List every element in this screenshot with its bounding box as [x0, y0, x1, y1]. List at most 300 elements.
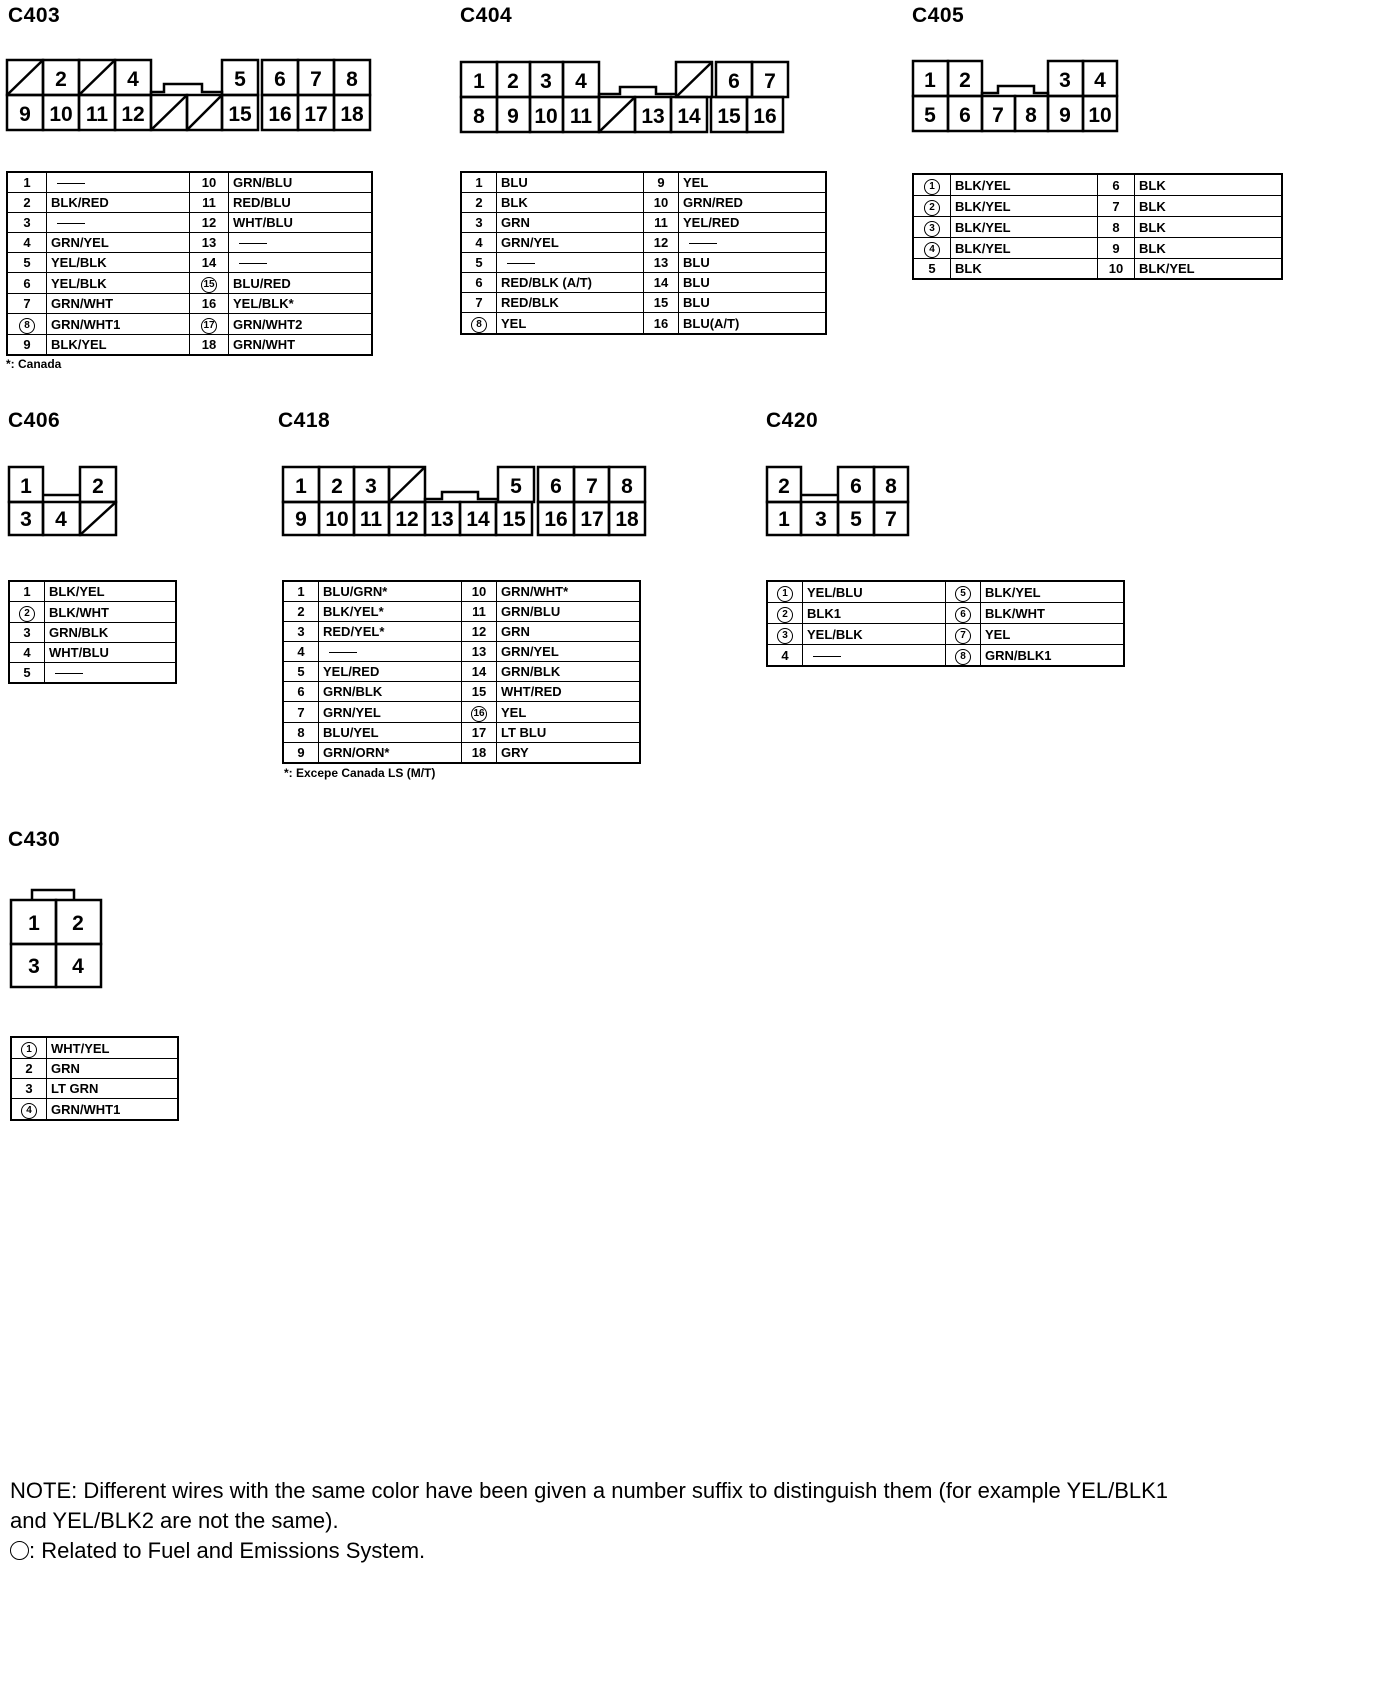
c418-pin-label: 9: [295, 508, 307, 531]
c420-pin-label: 2: [778, 475, 790, 498]
c420-pin-number: 8: [946, 645, 981, 667]
c406-wire-color: BLK/WHT: [45, 602, 177, 623]
c404-wire-color: YEL/RED: [679, 213, 827, 233]
note-line-1: [10, 1476, 1168, 1506]
unused-dash-icon: [507, 263, 535, 264]
unused-dash-icon: [813, 656, 841, 657]
c403-wire-color: GRN/BLU: [229, 172, 373, 193]
c418-pin-label: 11: [359, 508, 383, 531]
c404-wire-color: RED/BLK: [497, 293, 644, 313]
c404-pin-label: 15: [717, 105, 741, 128]
c403-wire-color: BLU/RED: [229, 273, 373, 294]
c406-row: [9, 581, 176, 602]
c404-row: [461, 172, 826, 193]
c404-pin-number: 5: [461, 253, 497, 273]
c418-row: [283, 723, 640, 743]
c403-pin-label: 17: [304, 103, 328, 126]
c418-pin-label: 16: [544, 508, 568, 531]
c430-wire-color: WHT/YEL: [47, 1037, 179, 1059]
c420-wire-color: YEL/BLU: [803, 581, 946, 603]
c404-wire-color: GRN/YEL: [497, 233, 644, 253]
c403-wire-color: GRN/WHT: [229, 335, 373, 356]
c405-wire-color: BLK: [1135, 217, 1283, 238]
c420-title: C420: [766, 409, 819, 432]
c406-pin-number: 4: [9, 643, 45, 663]
c403-pin-number: 9: [7, 335, 47, 356]
c420-pin-number: 2: [767, 603, 803, 624]
c404-wire-color: BLU: [679, 253, 827, 273]
circle-symbol-icon: [10, 1541, 29, 1560]
c403-pin-label: 9: [19, 103, 31, 126]
c403-pin-number: 6: [7, 273, 47, 294]
c418-pin-label: 15: [502, 508, 526, 531]
c405-row: [913, 217, 1282, 238]
c406-wire-table: [8, 580, 177, 684]
c420-wire-color: [803, 645, 946, 667]
c418-wire-color: BLU/GRN*: [319, 581, 462, 602]
c418-pin-label: 14: [466, 508, 490, 531]
c418-pin-label: 7: [586, 475, 598, 498]
c418-wire-color: YEL: [497, 702, 641, 723]
c404-pin-number: 8: [461, 313, 497, 335]
c418-footnote: *: Excepe Canada LS (M/T): [284, 766, 436, 780]
c404-pin-label: 1: [473, 70, 485, 93]
unused-dash-icon: [55, 673, 83, 674]
c418-wire-color: [319, 642, 462, 662]
c420-row: [767, 624, 1124, 645]
c404-pin-number: 9: [644, 172, 679, 193]
c403-pin-number: 10: [190, 172, 229, 193]
c404-pin-number: 7: [461, 293, 497, 313]
c405-row: [913, 259, 1282, 280]
c418-wire-table: [282, 580, 641, 764]
c418-row: [283, 622, 640, 642]
c403-row: [7, 172, 372, 193]
c406-pin-number: 1: [9, 581, 45, 602]
c430-pin-label: 3: [28, 955, 40, 978]
c430-wire-table: [10, 1036, 179, 1121]
c418-wire-color: GRN/BLK: [497, 662, 641, 682]
c404-pin-label: 16: [753, 105, 777, 128]
c430-pin-number: 1: [11, 1037, 47, 1059]
c404-pin-number: 4: [461, 233, 497, 253]
c420-pin-number: 3: [767, 624, 803, 645]
c403-pin-number: 13: [190, 233, 229, 253]
c404-wire-color: RED/BLK (A/T): [497, 273, 644, 293]
c418-pin-label: 10: [325, 508, 349, 531]
note-text-2: and YEL/BLK2 are not the same).: [10, 1508, 339, 1533]
c420-pin-label: 1: [778, 508, 790, 531]
c420-pin-number: 1: [767, 581, 803, 603]
c404-wire-color: [679, 233, 827, 253]
c406-pin-number: 5: [9, 663, 45, 684]
c404-pin-label: 3: [540, 70, 552, 93]
unused-dash-icon: [239, 263, 267, 264]
c420-wire-color: GRN/BLK1: [981, 645, 1125, 667]
c405-row: [913, 196, 1282, 217]
c406-pin-label: 1: [20, 475, 32, 498]
c418-pin-number: 1: [283, 581, 319, 602]
c406-row: [9, 623, 176, 643]
c420-pin-label: 7: [885, 508, 897, 531]
c404-row: [461, 233, 826, 253]
c430-wire-color: GRN/WHT1: [47, 1099, 179, 1121]
c405-wire-color: BLK: [1135, 238, 1283, 259]
c418-wire-color: GRN/BLK: [319, 682, 462, 702]
c430-row: [11, 1037, 178, 1059]
c405-wire-color: BLK/YEL: [951, 217, 1098, 238]
c403-pin-number: 3: [7, 213, 47, 233]
c418-wire-color: BLU/YEL: [319, 723, 462, 743]
c405-wire-color: BLK: [1135, 174, 1283, 196]
c405-pin-label: 3: [1059, 69, 1071, 92]
c430-pin-label: 4: [72, 955, 84, 978]
c406-pin-number: 3: [9, 623, 45, 643]
c418-wire-color: BLK/YEL*: [319, 602, 462, 622]
c430-row: [11, 1059, 178, 1079]
c418-wire-color: YEL/RED: [319, 662, 462, 682]
c405-wire-color: BLK: [1135, 196, 1283, 217]
c404-pin-number: 13: [644, 253, 679, 273]
c405-pin-label: 2: [959, 69, 971, 92]
c403-pin-label: 6: [274, 68, 286, 91]
c403-pin-number: 16: [190, 294, 229, 314]
c404-row: [461, 193, 826, 213]
c403-row: [7, 253, 372, 273]
c405-pin-number: 4: [913, 238, 951, 259]
c403-pin-number: 4: [7, 233, 47, 253]
c403-connector-face: [6, 58, 372, 132]
c420-pin-number: 7: [946, 624, 981, 645]
c404-row: [461, 273, 826, 293]
c418-pin-number: 15: [462, 682, 497, 702]
c403-wire-color: YEL/BLK*: [229, 294, 373, 314]
c403-footnote: *: Canada: [6, 357, 62, 371]
c403-wire-color: [229, 253, 373, 273]
c418-pin-number: 2: [283, 602, 319, 622]
c404-pin-number: 10: [644, 193, 679, 213]
c418-pin-number: 3: [283, 622, 319, 642]
c404-pin-label: 6: [728, 70, 740, 93]
c404-wire-color: BLU: [679, 273, 827, 293]
c418-pin-number: 17: [462, 723, 497, 743]
c420-pin-number: 4: [767, 645, 803, 667]
c403-wire-color: YEL/BLK: [47, 253, 190, 273]
c404-pin-number: 1: [461, 172, 497, 193]
c403-pin-label: 10: [49, 103, 73, 126]
c404-pin-label: 11: [569, 105, 593, 128]
c403-wire-table: [6, 171, 373, 356]
c404-wire-color: BLU: [679, 293, 827, 313]
c404-row: [461, 313, 826, 335]
c403-pin-label: 18: [340, 103, 364, 126]
note-text-1: NOTE: Different wires with the same color have been given a number suffix to distinguish them (for example YEL/BLK1: [10, 1478, 1169, 1503]
c418-pin-label: 5: [510, 475, 522, 498]
c405-pin-label: 5: [924, 104, 936, 127]
c406-row: [9, 602, 176, 623]
c404-wire-color: BLU(A/T): [679, 313, 827, 335]
c405-pin-number: 8: [1098, 217, 1135, 238]
c430-wire-color: GRN: [47, 1059, 179, 1079]
c403-wire-color: BLK/RED: [47, 193, 190, 213]
c418-pin-number: 4: [283, 642, 319, 662]
c403-pin-label: 15: [228, 103, 252, 126]
c420-pin-number: 5: [946, 581, 981, 603]
c403-title: C403: [8, 4, 61, 27]
c403-row: [7, 294, 372, 314]
c404-wire-table: [460, 171, 827, 335]
c405-pin-label: 4: [1094, 69, 1106, 92]
c405-wire-color: BLK/YEL: [951, 174, 1098, 196]
c418-wire-color: GRN/ORN*: [319, 743, 462, 764]
c418-pin-number: 6: [283, 682, 319, 702]
c403-row: [7, 335, 372, 356]
c404-pin-number: 2: [461, 193, 497, 213]
c403-row: [7, 273, 372, 294]
c404-pin-label: 10: [534, 105, 558, 128]
c403-pin-label: 7: [310, 68, 322, 91]
c418-pin-number: 11: [462, 602, 497, 622]
c430-row: [11, 1099, 178, 1121]
c404-row: [461, 213, 826, 233]
c403-pin-number: 7: [7, 294, 47, 314]
c420-wire-color: BLK1: [803, 603, 946, 624]
c404-connector-face: [460, 60, 790, 134]
c405-pin-number: 3: [913, 217, 951, 238]
c403-wire-color: YEL/BLK: [47, 273, 190, 294]
c430-title: C430: [8, 828, 61, 851]
c418-pin-number: 5: [283, 662, 319, 682]
unused-dash-icon: [239, 243, 267, 244]
c418-pin-label: 2: [331, 475, 343, 498]
c418-wire-color: GRN/BLU: [497, 602, 641, 622]
c418-connector-face: [282, 465, 650, 539]
c418-wire-color: RED/YEL*: [319, 622, 462, 642]
c430-pin-number: 3: [11, 1079, 47, 1099]
c430-pin-number: 2: [11, 1059, 47, 1079]
c404-pin-number: 11: [644, 213, 679, 233]
c405-connector-face: [912, 59, 1122, 133]
c430-wire-color: LT GRN: [47, 1079, 179, 1099]
c418-wire-color: GRN/YEL: [497, 642, 641, 662]
c420-wire-color: BLK/YEL: [981, 581, 1125, 603]
c418-pin-number: 10: [462, 581, 497, 602]
c418-wire-color: GRN/WHT*: [497, 581, 641, 602]
c403-pin-number: 11: [190, 193, 229, 213]
c403-pin-label: 8: [346, 68, 358, 91]
c405-row: [913, 174, 1282, 196]
c403-pin-label: 11: [85, 103, 109, 126]
c405-pin-label: 6: [959, 104, 971, 127]
c403-pin-label: 12: [121, 103, 145, 126]
c420-wire-table: [766, 580, 1125, 667]
c405-wire-table: [912, 173, 1283, 280]
c430-pin-number: 4: [11, 1099, 47, 1121]
note-line-2: [10, 1506, 339, 1536]
c404-wire-color: YEL: [497, 313, 644, 335]
c403-pin-number: 1: [7, 172, 47, 193]
c403-wire-color: [47, 213, 190, 233]
c405-wire-color: BLK/YEL: [951, 196, 1098, 217]
c418-wire-color: LT BLU: [497, 723, 641, 743]
c420-wire-color: BLK/WHT: [981, 603, 1125, 624]
c418-pin-label: 17: [580, 508, 604, 531]
c420-pin-label: 8: [885, 475, 897, 498]
c403-pin-number: 5: [7, 253, 47, 273]
unused-dash-icon: [57, 183, 85, 184]
c420-wire-color: YEL/BLK: [803, 624, 946, 645]
c403-wire-color: [47, 172, 190, 193]
c406-title: C406: [8, 409, 61, 432]
c404-pin-label: 7: [764, 70, 776, 93]
c405-pin-number: 1: [913, 174, 951, 196]
c403-pin-number: 18: [190, 335, 229, 356]
c418-pin-number: 8: [283, 723, 319, 743]
unused-dash-icon: [689, 243, 717, 244]
c404-pin-label: 14: [677, 105, 701, 128]
c403-row: [7, 213, 372, 233]
c404-pin-number: 16: [644, 313, 679, 335]
c406-connector-face: [8, 465, 120, 539]
c418-pin-label: 6: [550, 475, 562, 498]
c405-row: [913, 238, 1282, 259]
c403-pin-label: 5: [234, 68, 246, 91]
c406-pin-label: 2: [92, 475, 104, 498]
c403-wire-color: BLK/YEL: [47, 335, 190, 356]
c405-title: C405: [912, 4, 965, 27]
c418-pin-number: 14: [462, 662, 497, 682]
c418-pin-label: 8: [621, 475, 633, 498]
c405-pin-label: 1: [924, 69, 936, 92]
c403-wire-color: RED/BLU: [229, 193, 373, 213]
c403-pin-label: 4: [127, 68, 139, 91]
c405-wire-color: BLK/YEL: [1135, 259, 1283, 280]
unused-dash-icon: [57, 223, 85, 224]
c420-row: [767, 581, 1124, 603]
c403-pin-number: 15: [190, 273, 229, 294]
c405-pin-label: 7: [992, 104, 1004, 127]
c418-row: [283, 602, 640, 622]
c403-pin-number: 8: [7, 314, 47, 335]
c405-pin-number: 5: [913, 259, 951, 280]
c406-wire-color: GRN/BLK: [45, 623, 177, 643]
c403-wire-color: GRN/WHT2: [229, 314, 373, 335]
c418-row: [283, 662, 640, 682]
c403-wire-color: GRN/WHT1: [47, 314, 190, 335]
c418-pin-number: 9: [283, 743, 319, 764]
c430-row: [11, 1079, 178, 1099]
unused-dash-icon: [329, 652, 357, 653]
c404-wire-color: BLU: [497, 172, 644, 193]
c403-wire-color: GRN/WHT: [47, 294, 190, 314]
c418-pin-number: 16: [462, 702, 497, 723]
c404-pin-number: 6: [461, 273, 497, 293]
c430-pin-label: 2: [72, 912, 84, 935]
c418-pin-number: 18: [462, 743, 497, 764]
c403-wire-color: WHT/BLU: [229, 213, 373, 233]
c404-wire-color: BLK: [497, 193, 644, 213]
c406-wire-color: BLK/YEL: [45, 581, 177, 602]
c404-pin-label: 13: [641, 105, 665, 128]
c404-title: C404: [460, 4, 513, 27]
c418-row: [283, 743, 640, 764]
c404-wire-color: YEL: [679, 172, 827, 193]
c404-pin-number: 14: [644, 273, 679, 293]
c418-pin-number: 13: [462, 642, 497, 662]
c405-wire-color: BLK/YEL: [951, 238, 1098, 259]
c405-pin-number: 10: [1098, 259, 1135, 280]
c403-wire-color: GRN/YEL: [47, 233, 190, 253]
c420-pin-label: 3: [815, 508, 827, 531]
c406-pin-label: 4: [55, 508, 67, 531]
c430-connector-face: [10, 886, 106, 990]
c418-pin-label: 18: [615, 508, 639, 531]
c418-pin-number: 12: [462, 622, 497, 642]
c418-row: [283, 581, 640, 602]
c418-pin-number: 7: [283, 702, 319, 723]
c405-pin-number: 6: [1098, 174, 1135, 196]
c418-row: [283, 682, 640, 702]
c403-pin-label: 2: [55, 68, 67, 91]
c420-connector-face: [766, 465, 914, 539]
c403-pin-number: 17: [190, 314, 229, 335]
c420-pin-label: 5: [850, 508, 862, 531]
c406-row: [9, 643, 176, 663]
c405-pin-label: 10: [1088, 104, 1112, 127]
c430-pin-label: 1: [28, 912, 40, 935]
c405-pin-label: 9: [1059, 104, 1071, 127]
c405-pin-label: 8: [1025, 104, 1037, 127]
c418-pin-label: 13: [430, 508, 454, 531]
c420-wire-color: YEL: [981, 624, 1125, 645]
c418-wire-color: GRN: [497, 622, 641, 642]
c420-pin-label: 6: [850, 475, 862, 498]
c418-pin-label: 3: [365, 475, 377, 498]
c404-pin-label: 8: [473, 105, 485, 128]
c420-row: [767, 603, 1124, 624]
c403-row: [7, 233, 372, 253]
c418-wire-color: WHT/RED: [497, 682, 641, 702]
c406-wire-color: WHT/BLU: [45, 643, 177, 663]
c406-pin-number: 2: [9, 602, 45, 623]
c406-wire-color: [45, 663, 177, 684]
c403-pin-number: 12: [190, 213, 229, 233]
c418-pin-label: 1: [295, 475, 307, 498]
c403-row: [7, 193, 372, 213]
c418-row: [283, 702, 640, 723]
note-line-3: [10, 1536, 425, 1566]
c406-pin-label: 3: [20, 508, 32, 531]
c404-pin-number: 15: [644, 293, 679, 313]
c404-wire-color: GRN/RED: [679, 193, 827, 213]
c405-pin-number: 2: [913, 196, 951, 217]
c403-pin-number: 2: [7, 193, 47, 213]
c418-pin-label: 12: [395, 508, 419, 531]
c405-pin-number: 7: [1098, 196, 1135, 217]
c404-row: [461, 293, 826, 313]
c404-pin-label: 2: [507, 70, 519, 93]
c403-pin-number: 14: [190, 253, 229, 273]
c420-row: [767, 645, 1124, 667]
c418-wire-color: GRN/YEL: [319, 702, 462, 723]
c403-pin-label: 16: [268, 103, 292, 126]
c404-pin-label: 9: [507, 105, 519, 128]
c404-wire-color: [497, 253, 644, 273]
c404-pin-number: 12: [644, 233, 679, 253]
c404-pin-label: 4: [575, 70, 587, 93]
note-text-3: : Related to Fuel and Emissions System.: [29, 1538, 426, 1563]
c418-wire-color: GRY: [497, 743, 641, 764]
